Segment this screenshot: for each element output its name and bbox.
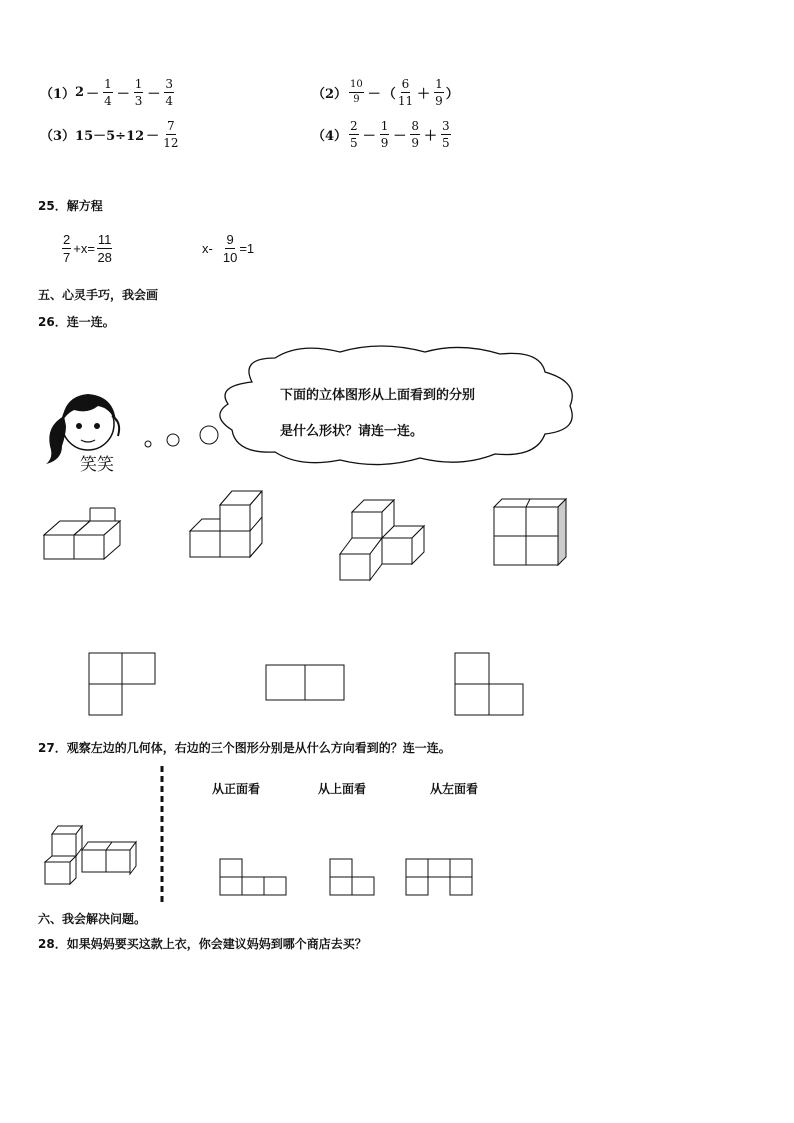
bubble-text-line1: 下面的立体图形从上面看到的分别: [280, 388, 476, 403]
fraction: $\frac{6}{11}$: [397, 77, 414, 108]
expression-number: （4）: [312, 129, 348, 144]
expression-4: [312, 120, 453, 149]
operator: －: [147, 87, 161, 102]
view-label-top: 从上面看: [318, 782, 367, 796]
equation-text: =1: [239, 241, 255, 256]
question-27-title: 27．观察左边的几何体，右边的三个图形分别是从什么方向看到的？连一连。: [38, 741, 451, 755]
solid-figure-1: [40, 505, 122, 565]
thought-bubble: [140, 348, 585, 468]
operator: －: [393, 129, 407, 144]
fraction: $\frac{2}{5}$: [350, 119, 358, 150]
operator: －: [362, 129, 376, 144]
top-view-shape-3: [454, 652, 526, 718]
equation-2: [202, 233, 254, 264]
question-28-title: 28．如果妈妈要买这款上衣，你会建议妈妈到哪个商店去买？: [38, 937, 367, 951]
view-shape-1: [219, 858, 289, 898]
operator: ＋: [424, 129, 438, 144]
fraction: $\frac{10}{9}$: [350, 79, 363, 105]
paren: ）: [445, 87, 459, 102]
equation-1: [60, 233, 114, 264]
view-label-left: 从左面看: [430, 782, 479, 796]
operator: －: [86, 87, 100, 102]
top-view-shape-2: [265, 664, 347, 702]
section-5-heading: 五、心灵手巧，我会画: [38, 288, 159, 302]
cube-structure: [42, 822, 142, 882]
term: 2: [75, 85, 85, 100]
fraction: $\frac{1}{9}$: [435, 77, 443, 108]
question-25-title: 25．解方程: [38, 199, 103, 213]
fraction: $\frac{3}{4}$: [165, 77, 174, 108]
operator: －: [116, 87, 130, 102]
term: 15－5÷12: [75, 129, 145, 144]
girl-name-label: 笑笑: [80, 455, 114, 475]
fraction: $\frac{11}{28}$: [97, 232, 112, 265]
paren: （: [382, 87, 396, 102]
fraction: $\frac{8}{9}$: [411, 119, 419, 150]
fraction: $\frac{1}{3}$: [134, 77, 143, 108]
fraction: $\frac{2}{7}$: [63, 232, 71, 265]
view-shape-2: [329, 858, 377, 898]
expression-number: （1）: [40, 87, 76, 102]
expression-number: （3）: [40, 129, 76, 144]
view-shape-3: [405, 858, 475, 898]
equation-text: +x=: [73, 241, 95, 256]
bubble-text-line2: 是什么形状？请连一连。: [280, 424, 424, 439]
solid-figure-2: [188, 487, 264, 562]
expression-2: [312, 78, 459, 107]
section-6-heading: 六、我会解决问题。: [38, 912, 147, 926]
expression-3: [40, 120, 180, 149]
equation-text: x-: [202, 241, 213, 256]
question-26-title: 26．连一连。: [38, 315, 115, 329]
dashed-divider: [158, 766, 166, 906]
fraction: $\frac{1}{4}$: [104, 77, 112, 108]
operator: －: [146, 129, 160, 144]
fraction: $\frac{3}{5}$: [442, 119, 450, 150]
fraction: $\frac{9}{10}$: [222, 232, 238, 265]
view-label-front: 从正面看: [212, 782, 261, 796]
expression-1: [40, 78, 176, 107]
top-view-shape-1: [88, 652, 158, 718]
expression-number: （2）: [312, 87, 348, 102]
solid-figure-4: [490, 495, 570, 567]
fraction: $\frac{1}{9}$: [380, 119, 389, 150]
operator: ＋: [417, 87, 431, 102]
solid-figure-3: [338, 496, 428, 584]
operator: －: [367, 87, 381, 102]
fraction: $\frac{7}{12}$: [163, 119, 179, 150]
